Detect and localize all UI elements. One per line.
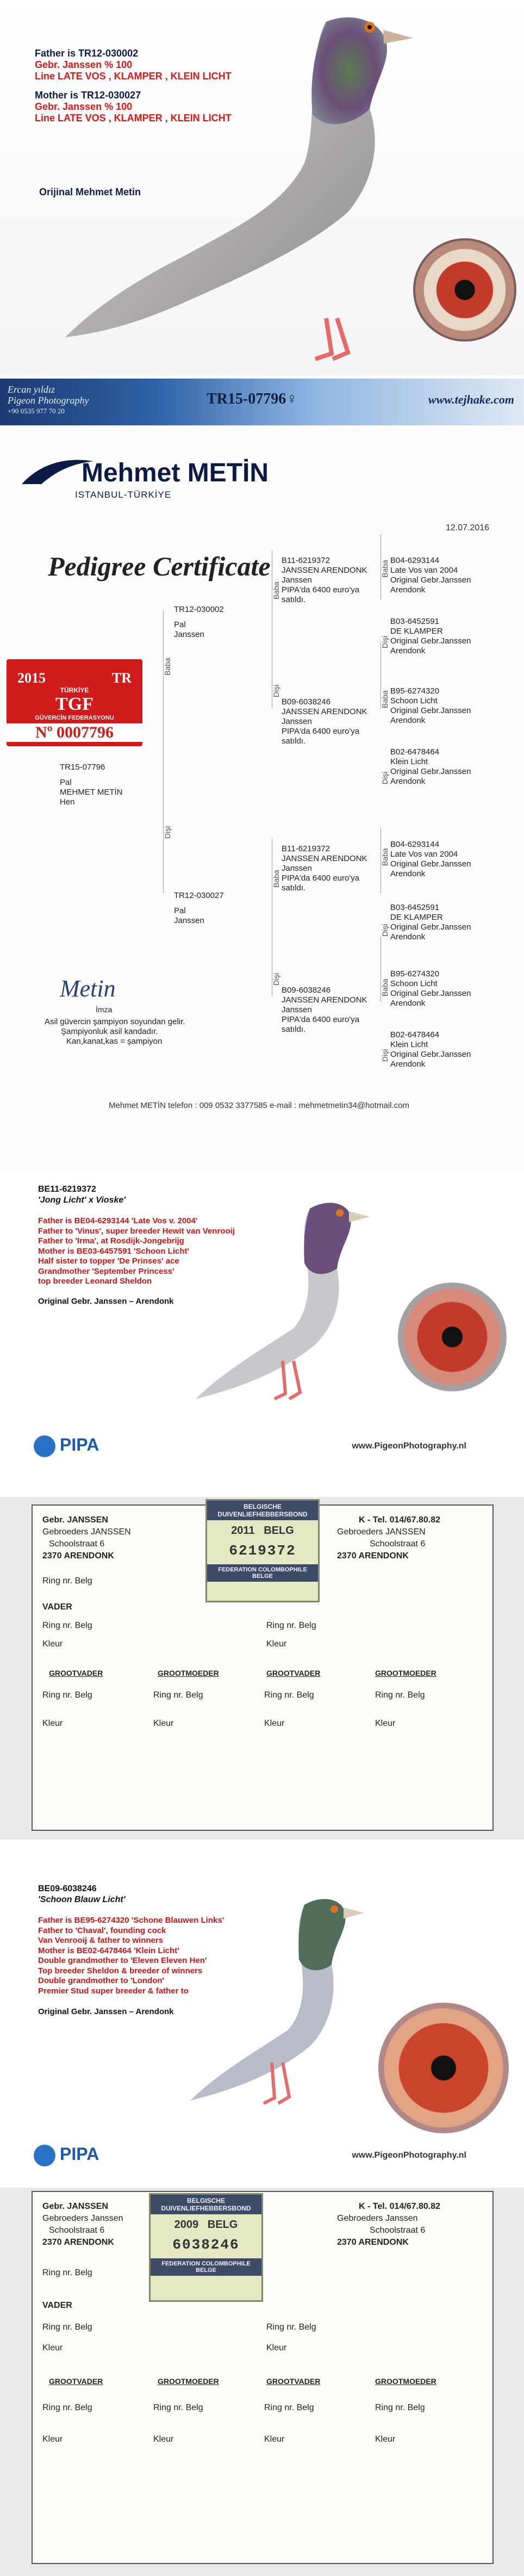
ring-card-panel [0, 2188, 524, 2576]
ring-number: 6038246 [172, 2237, 240, 2253]
father-line: Line LATE VOS , KLAMPER , KLEIN LICHT [35, 71, 232, 82]
pedigree-certificate: Mehmet METİN ISTANBUL-TÜRKİYE 12.07.2016 Pedigree Certificate TR15-07796 Pal MEHMET METİN Hen TR12-030002 Pal Janssen Baba TR12-030027 Pal Janssen Dişi B11-6219372 JANSSEN ARENDONK Janssen PIPA'da 6400 euro'ya satıldı. Baba B09-6038246 JANSSEN ARENDONK Janssen PIPA'da 6400 euro'ya satıldı. Dişi B11-6219372 JANSSEN ARENDONK Janssen PIPA'da 6400 euro'ya satıldı. Baba B09-6038246 JANSSEN ARENDONK Janssen PIPA'da 6400 euro'ya satıldı. Dişi B04-6293144 Late Vos van 2004 Original Gebr.Janssen Arendonk Baba B03-6452591 DE KLAMPER Original Gebr.Janssen Arendonk Dişi B95-6274320 Schoon Licht Original Gebr.Janssen Arendonk Baba B02-6478464 Klein Licht Original Gebr.Janssen Arendonk Dişi B04-6293144 Late Vos van 2004 Original Gebr.Janssen Arendonk Baba B03-6452591 DE KLAMPER Original Gebr.Janssen Arendonk Dişi B95-6274320 Schoon Licht Original Gebr.Janssen Arendonk Baba B02-6478464 Klein Licht Original Gebr.Janssen Arendonk Dişi 2015 TR TÜRKİYE TGF GÜVERCİN FEDERASYONU Nº 0007796 Metin İmza Asil güvercin şampiyon soyundan gelir. Şampiyonluk asil kandadır. Kan,kanat,kas = şampiyon Mehmet METİN telefon : 009 0532 3377585 e-mail : mehmetmetin34@hotmail.com [0, 425, 524, 1171]
signature: Metin [60, 975, 116, 1002]
breeder-card: Gebr. JANSSEN Gebroeders Janssen Schoolstraat 6 2370 ARENDONK K - Tel. 014/67.80.82 Gebroeders Janssen Schoolstraat 6 2370 ARENDONK Ring nr. Belg VADER Ring nr. Belg Kleur Ring nr. Belg Kleur GROOTVADER GROOTMOEDER GROOTVADER GROOTMOEDER Ring nr. Belg Ring nr. Belg Ring nr. Belg Ring nr. Belg Kleur Kleur Kleur Kleur [32, 2191, 494, 2564]
ring-card-panel [0, 1497, 524, 1840]
ring-number: 6219372 [229, 1543, 296, 1559]
great-grandparent-entry: B03-6452591 DE KLAMPER Original Gebr.Janssen Arendonk [390, 903, 471, 942]
bird-bio-panel [0, 1171, 524, 1497]
eye-closeup [413, 238, 516, 342]
photo-footer-band [0, 379, 524, 425]
breeder-card: Gebr. JANSSEN Gebroeders JANSSEN Schoolstraat 6 2370 ARENDONK K - Tel. 014/67.80.82 Gebroeders JANSSEN Schoolstraat 6 2370 ARENDONK Ring nr. Belg VADER Ring nr. Belg Kleur Ring nr. Belg Kleur GROOTVADER GROOTMOEDER GROOTVADER GROOTMOEDER Ring nr. Belg Ring nr. Belg Ring nr. Belg Ring nr. Belg Kleur Kleur Kleur Kleur [32, 1504, 494, 1831]
great-grandparent-entry: B95-6274320 Schoon Licht Original Gebr.Janssen Arendonk [390, 686, 471, 725]
certificate-footer: Mehmet METİN telefon : 009 0532 3377585 e-mail : mehmetmetin34@hotmail.com [109, 1101, 409, 1110]
bio-ring: BE11-6219372 [38, 1185, 96, 1194]
mother-label: Dişi [163, 826, 172, 839]
father-ring: Father is TR12-030002 [35, 48, 139, 59]
certificate-date: 12.07.2016 [446, 523, 490, 532]
bird-ring-number: TR15-07796♀ [207, 391, 298, 407]
certificate-brand: Mehmet METİN [82, 459, 269, 487]
eye-closeup [378, 2003, 509, 2133]
bio-breeder: Original Gebr. Janssen – Arendonk [38, 1297, 174, 1306]
bio-name: 'Schoon Blauw Licht' [38, 1895, 126, 1904]
stamp-number: Nº 0007796 [7, 723, 142, 742]
grandparent-entry: B09-6038246 JANSSEN ARENDONK Janssen PIPA'da 6400 euro'ya satıldı. [282, 986, 367, 1034]
grandparent-entry: B11-6219372 JANSSEN ARENDONK Janssen PIPA'da 6400 euro'ya satıldı. [282, 844, 367, 893]
mother-line: Line LATE VOS , KLAMPER , KLEIN LICHT [35, 113, 232, 123]
grandparent-entry: B09-6038246 JANSSEN ARENDONK Janssen PIPA'da 6400 euro'ya satıldı. [282, 697, 367, 746]
grandparent-entry: B11-6219372 JANSSEN ARENDONK Janssen PIPA'da 6400 euro'ya satıldı. [282, 556, 367, 604]
ring-registration-card: BELGISCHE DUIVENLIEFHEBBERSBOND 2009 BELG 6038246 FEDERATION COLOMBOPHILE BELGE [149, 2193, 263, 2302]
photographer-credit: Ercan yıldız Pigeon Photography +90 0535 977 70 20 [8, 384, 89, 415]
bio-details: Father is BE04-6293144 'Late Vos v. 2004' Father to 'Vinus', super breeder Hewit van Venrooij Father to 'Irma', at Rosdijk-Jongebrijg Mother is BE03-6457591 'Schoon Licht' Half sister to topper 'De Prinses' ace Grandmother 'September Princess' top breeder Leonard Sheldon [38, 1216, 235, 1286]
ring-registration-card: BELGISCHE DUIVENLIEFHEBBERSBOND 2011 BELG 6219372 FEDERATION COLOMBOPHILE BELGE [205, 1499, 320, 1602]
certificate-city: ISTANBUL-TÜRKİYE [75, 490, 172, 500]
bird-bio-panel [0, 1840, 524, 2188]
bird-ring: TR15-07796 [60, 763, 105, 772]
bio-details: Father is BE95-6274320 'Schone Blauwen Links' Father to 'Chaval', founding cock Van Venrooij & father to winners Mother is BE02-6478464 'Klein Licht' Double grandmother to 'Eleven Eleven Hen' Top breeder Sheldon & breeder of winners Double grandmother to 'London' Premier Stud super breeder & father to [38, 1916, 224, 1996]
bio-ring: BE09-6038246 [38, 1884, 97, 1893]
pipa-icon [34, 2145, 55, 2166]
certificate-note: Asil güvercin şampiyon soyundan gelir. Şampiyonluk asil kandadır. Kan,kanat,kas = şampiyon [45, 1017, 185, 1046]
signature-label: İmza [96, 1005, 113, 1014]
pipa-website[interactable]: www.PigeonPhotography.nl [352, 2151, 466, 2160]
pipa-logo: PIPA [34, 2144, 99, 2166]
great-grandparent-entry: B03-6452591 DE KLAMPER Original Gebr.Janssen Arendonk [390, 617, 471, 655]
federation-stamp: 2015 TR TÜRKİYE TGF GÜVERCİN FEDERASYONU Nº 0007796 [7, 659, 142, 746]
great-grandparent-entry: B02-6478464 Klein Licht Original Gebr.Janssen Arendonk [390, 747, 471, 786]
mother-entry: TR12-030027 Pal Janssen [174, 891, 224, 925]
bird-photo-panel [0, 0, 524, 415]
father-entry: TR12-030002 Pal Janssen [174, 605, 224, 639]
great-grandparent-entry: B04-6293144 Late Vos van 2004 Original Gebr.Janssen Arendonk [390, 556, 471, 595]
pipa-icon [34, 1435, 55, 1457]
father-label: Baba [163, 658, 172, 676]
mother-breeder: Gebr. Janssen % 100 [35, 101, 133, 112]
father-breeder: Gebr. Janssen % 100 [35, 59, 133, 70]
pipa-website[interactable]: www.PigeonPhotography.nl [352, 1441, 466, 1451]
mother-ring: Mother is TR12-030027 [35, 90, 141, 101]
pipa-logo: PIPA [34, 1435, 99, 1457]
pigeon-photo [163, 1883, 402, 2144]
bio-breeder: Original Gebr. Janssen – Arendonk [38, 2007, 174, 2016]
parent-info [35, 48, 232, 124]
bio-name: 'Jong Licht' x Vioske' [38, 1196, 126, 1205]
owner-caption: Orijinal Mehmet Metin [39, 187, 141, 197]
great-grandparent-entry: B04-6293144 Late Vos van 2004 Original Gebr.Janssen Arendonk [390, 840, 471, 878]
eye-closeup [398, 1283, 507, 1391]
bird-entry: TR15-07796 Pal MEHMET METİN Hen [60, 763, 123, 807]
website-link[interactable]: www.tejhake.com [428, 393, 514, 406]
pigeon-photo [174, 1187, 413, 1432]
great-grandparent-entry: B95-6274320 Schoon Licht Original Gebr.Janssen Arendonk [390, 969, 471, 1008]
great-grandparent-entry: B02-6478464 Klein Licht Original Gebr.Janssen Arendonk [390, 1030, 471, 1069]
certificate-title: Pedigree Certificate [48, 551, 271, 581]
